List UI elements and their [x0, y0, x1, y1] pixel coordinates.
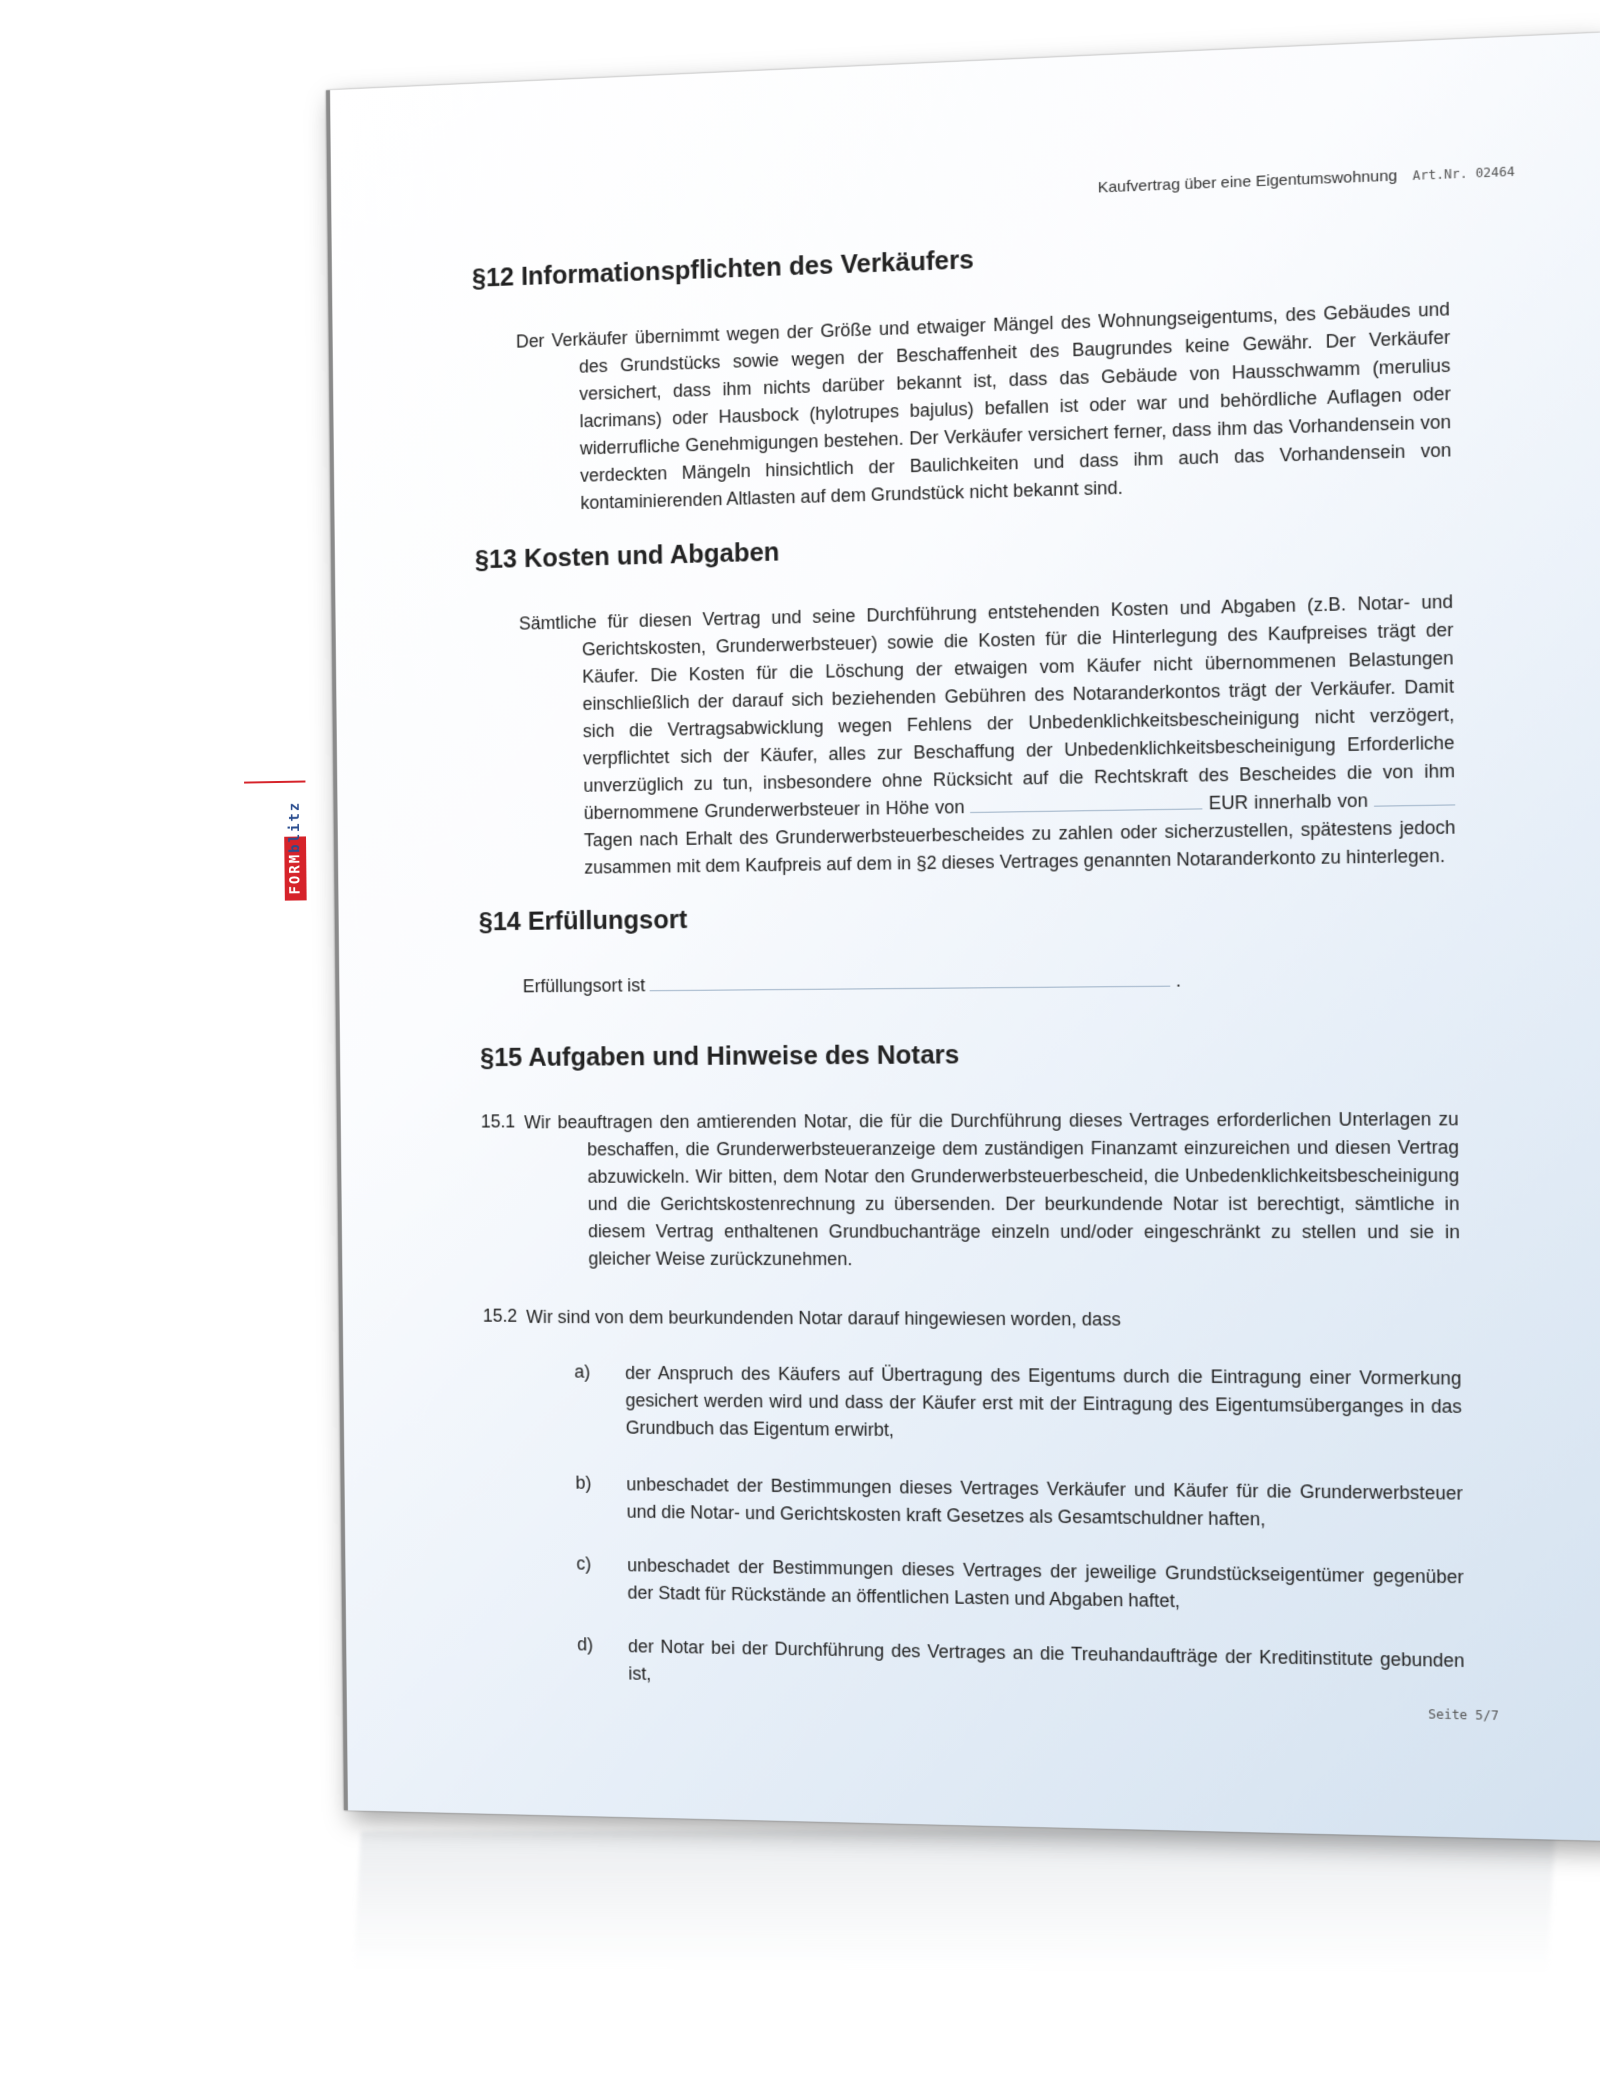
- clause-15-1-text: Wir beauftragen den amtierenden Notar, die für die Durchführung dieses Vertrages erforderlichen Unterlagen zu beschaffen, die Grunderwerbsteueranzeige dem zuständigen Finanzamt einzureichen und diesen Vertrag abzuwickeln. Wir bitten, dem Notar den Grunderwerbsteuerbescheid, die Unbedenklichkeitsbescheinigung und die Gerichtskostenrechnung zu übersenden. Der beurkundende Notar ist berechtigt, sämtliche in diesem Vertrag enthaltenen Grundbuchanträge einzeln und/oder eingeschränkt zu stellen und sie in gleicher Weise zurückzunehmen.: [524, 1108, 1460, 1270]
- item-c-text: unbeschadet der Bestimmungen dieses Vertrages der jeweilige Grundstückseigentümer gegenüber der Stadt für Rückstände an öffentlichen Lasten und Abgaben haftet,: [627, 1555, 1464, 1612]
- section-13-text: [518, 588, 1456, 882]
- clause-15-1-number: 15.1: [480, 1111, 516, 1132]
- days-blank-field[interactable]: [1374, 804, 1455, 806]
- section-13-text-part1: Sämtliche für diesen Vertrag und seine Durchführung entstehenden Kosten und Abgaben (z.B. Notar- und Gerichtskosten, Grunderwerbsteuer) sowie die Kosten für die Hinterlegung des Kaufpreises trägt der Käufer. Die Kosten für die Löschung der etwaigen vom Käufer nicht übernommenen Belastungen einschließlich der darauf sich beziehenden Gebühren des Notaranderkontos trägt der Verkäufer. Damit sich die Vertragsabwicklung wegen Fehlens der Unbedenklichkeitsbescheinigung nicht verzögert, verpflichtet sich der Käufer, alles zur Beschaffung der Unbedenklichkeitsbescheinigung Erforderliche unverzüglich zu tun, insbesondere ohne Rücksicht auf die Rechtskraft des Bescheides die von ihm übernommene Grunderwerbsteuer in Höhe von: [518, 591, 1455, 824]
- fulfillment-place-label: Erfüllungsort ist: [522, 975, 646, 997]
- clause-15-2-text: Wir sind von dem beurkundenden Notar darauf hingewiesen worden, dass: [526, 1306, 1121, 1330]
- section-14-line: [523, 964, 1466, 1000]
- section-13-text-part3: Tagen nach Erhalt des Grunderwerbsteuerbescheides zu zahlen oder sicherzustellen, spätestens jedoch zusammen mit dem Kaufpreis auf dem in §2 dieses Vertrages genannten Notaranderkonto zu hinterlegen.: [583, 816, 1456, 878]
- clause-15-2-number: 15.2: [482, 1305, 518, 1326]
- document-page: [326, 33, 1600, 1842]
- logo-text: [284, 781, 307, 901]
- item-a-text: der Anspruch des Käufers auf Übertragung des Eigentums durch die Eintragung einer Vormerkung gesichert werden wird und dass der Käufer erst mit der Eintragung des Eigentumsüberganges in das Grundbuch das Eigentum erwirbt,: [625, 1362, 1462, 1441]
- item-b-text: unbeschadet der Bestimmungen dieses Vertrages Verkäufer und Käufer für die Grunderwerbsteuer und die Notar- und Gerichtskosten kraft Gesetzes als Gesamtschuldner haften,: [626, 1474, 1463, 1530]
- document-page-wrapper: [286, 33, 1600, 1842]
- page-header: [1098, 162, 1515, 196]
- header-title: Kaufvertrag über eine Eigentumswohnung: [1097, 166, 1398, 197]
- page-number: Seite 5/7: [1428, 1707, 1499, 1724]
- header-article-number: Art.Nr. 02464: [1412, 164, 1515, 184]
- section-13-title: §13 Kosten und Abgaben: [474, 538, 780, 575]
- fulfillment-place-field[interactable]: [650, 986, 1171, 992]
- fulfillment-place-end: .: [1175, 970, 1182, 991]
- amount-blank-field[interactable]: [970, 808, 1202, 813]
- page-reflection: [354, 1828, 1555, 1971]
- item-b-label: b): [575, 1472, 592, 1493]
- item-a-label: a): [574, 1361, 591, 1382]
- section-13-text-part2: EUR innerhalb von: [1208, 790, 1368, 814]
- formblitz-logo: [284, 781, 307, 901]
- item-d-text: der Notar bei der Durchführung des Vertrages an die Treuhandaufträge der Kreditinstitute gebunden ist,: [627, 1636, 1465, 1685]
- section-15-title: §15 Aufgaben und Hinweise des Notars: [480, 1040, 960, 1073]
- logo-text-blitz: blitz: [286, 800, 304, 853]
- item-c-label: c): [576, 1553, 592, 1574]
- section-12-text: Der Verkäufer übernimmt wegen der Größe und etwaiger Mängel des Wohnungseigentums, des Gebäudes und des Grundstücks sowie wegen der Beschaffenheit des Baugrundes keine Gewähr. Der Verkäufer versichert, dass ihm nichts darüber bekannt ist, dass das Gebäude von Hausschwamm (merulius lacrimans) oder Hausbock (hylotrupes bajulus) befallen ist oder war und behördliche Auflagen oder widerrufliche Genehmigungen bestehen. Der Verkäufer versichert ferner, dass ihm das Vorhandensein von verdeckten Mängeln hinsichtlich der Baulichkeiten und dass ihm auch das Vorhandensein von kontaminierenden Altlasten auf dem Grundstück nicht bekannt sind.: [515, 298, 1452, 514]
- section-14-title: §14 Erfüllungsort: [478, 905, 688, 937]
- item-d-label: d): [577, 1634, 594, 1655]
- section-12-title: §12 Informationspflichten des Verkäufers: [471, 245, 974, 293]
- logo-text-form: FORM: [287, 852, 304, 895]
